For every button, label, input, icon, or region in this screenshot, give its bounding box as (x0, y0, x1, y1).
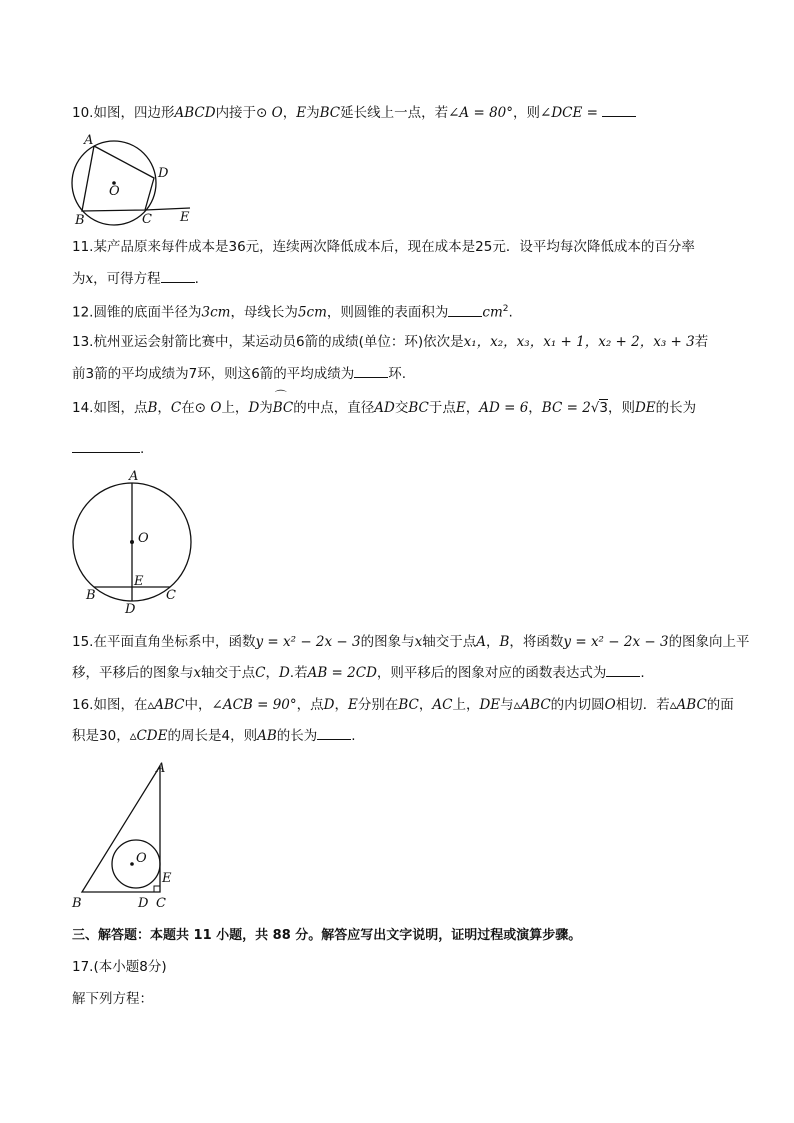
q10-label-B: B (75, 213, 85, 228)
answer-blank[interactable] (602, 104, 636, 117)
q16-label-C: C (156, 896, 166, 911)
q11-line1: 11.某产品原来每件成本是36元，连续两次降低成本后，现在成本是25元．设平均每次降低成本的百分率 (72, 239, 695, 255)
q17-heading: 17.(本小题8分) (72, 959, 167, 975)
answer-blank[interactable] (606, 664, 640, 677)
q14-label-C: C (166, 588, 176, 603)
q14-line2: . (72, 440, 144, 458)
arc-mark: ⌒ (274, 389, 287, 403)
q16-line2: 积是30，▵CDE的周长是4，则AB的长为 . (72, 728, 356, 744)
q13-line2: 前3箭的平均成绩为7环，则这6箭的平均成绩为 环. (72, 366, 407, 382)
q15-line2: 移，平移后的图象与x轴交于点C，D.若AB = 2CD，则平移后的图象对应的函数表达式为 . (72, 665, 645, 681)
q13-line1: 13.杭州亚运会射箭比赛中，某运动员6箭的成绩(单位：环)依次是x₁，x₂，x₃，x₁ + 1，x₂ + 2，x₃ + 3若 (72, 334, 709, 350)
section-3-heading: 三、解答题：本题共 11 小题，共 88 分。解答应写出文字说明，证明过程或演算步骤。 (72, 928, 582, 943)
q12-text: 12.圆锥的底面半径为3cm，母线长为5cm，则圆锥的表面积为 $cm^2$. (72, 304, 513, 321)
answer-blank[interactable] (448, 304, 482, 317)
q16-label-E: E (162, 871, 172, 886)
q10-label-D: D (158, 166, 169, 181)
sqrt-sign: √ (590, 400, 600, 416)
q10-label-E: E (180, 210, 190, 225)
q16-label-O: O (136, 851, 147, 866)
q14-label-O: O (138, 531, 149, 546)
q10-figure (64, 128, 204, 228)
q10-label-A: A (84, 133, 94, 148)
q16-figure (70, 756, 190, 916)
answer-blank[interactable] (72, 440, 140, 453)
answer-blank[interactable] (354, 365, 388, 378)
q16-label-D: D (138, 896, 149, 911)
answer-blank[interactable] (161, 270, 195, 283)
q14-label-E: E (134, 574, 144, 589)
q16-label-B: B (72, 896, 82, 911)
q10-label-C: C (142, 212, 152, 227)
q15-line1: 15.在平面直角坐标系中，函数y = x² − 2x − 3的图象与x轴交于点A，B，将函数y = x² − 2x − 3的图象向上平 (72, 634, 750, 650)
q17-subheading: 解下列方程： (72, 991, 153, 1007)
q16-line1: 16.如图，在▵ABC中，∠ACB = 90°，点D，E分别在BC，AC上，DE与▵ABC的内切圆O相切．若▵ABC的面 (72, 697, 734, 713)
q10-label-O: O (109, 184, 120, 199)
q14-label-B: B (86, 588, 96, 603)
answer-blank[interactable] (317, 727, 351, 740)
q10-text: 10.如图，四边形ABCD内接于⊙ O，E为BC延长线上一点，若∠A = 80°，则∠DCE = (72, 104, 636, 122)
q14-line1: 14.如图，点B，C在⊙ O上，D为BC ⌒ 的中点，直径AD交BC于点E，AD = 6，BC = 2√3，则DE的长为 (72, 389, 697, 416)
q14-label-A: A (129, 469, 139, 484)
q11-line2: 为x，可得方程 . (72, 271, 199, 287)
q14-label-D: D (125, 602, 136, 617)
arc-bc: BC ⌒ (272, 389, 294, 416)
q14-figure (70, 468, 200, 618)
q16-label-A: A (156, 761, 166, 776)
